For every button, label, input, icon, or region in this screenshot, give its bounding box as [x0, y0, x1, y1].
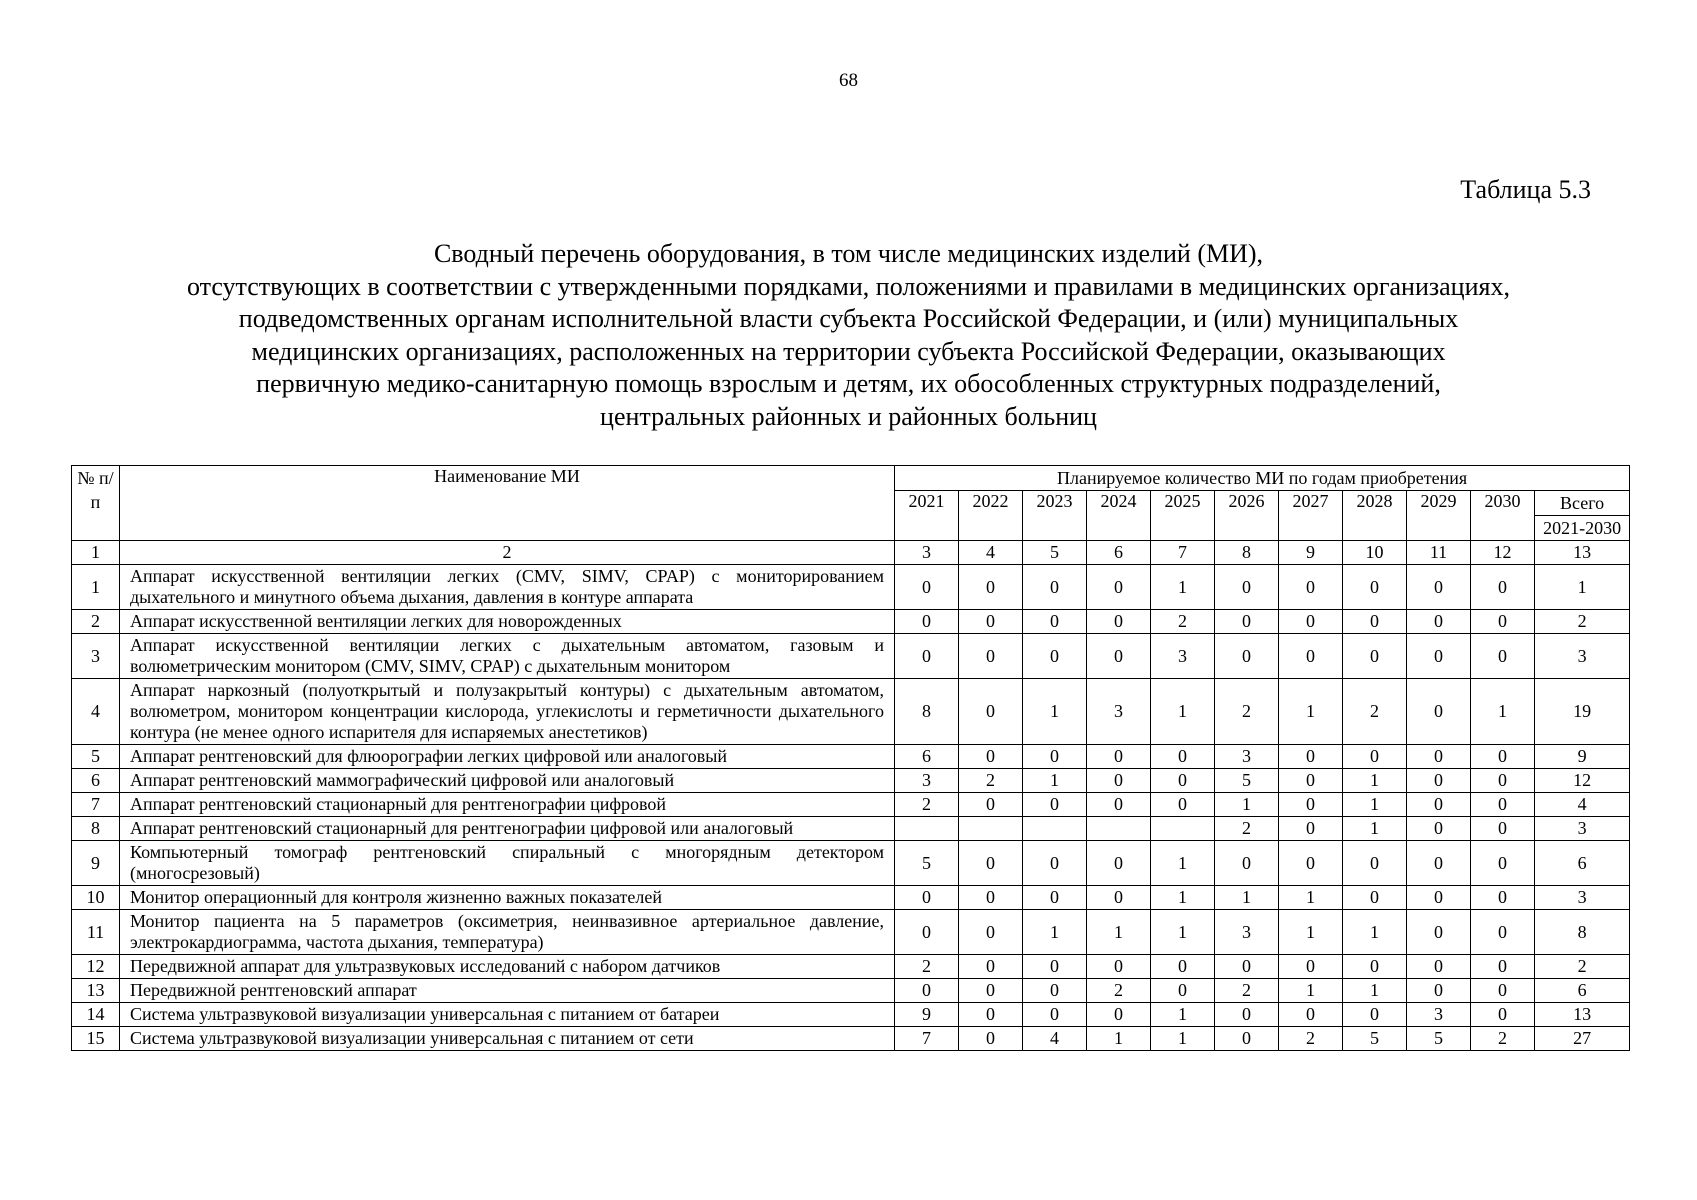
header-name: Наименование МИ: [120, 466, 895, 541]
year-quantity: 0: [1471, 565, 1535, 610]
year-quantity: 1: [1151, 910, 1215, 955]
year-quantity: 2: [1279, 1027, 1343, 1051]
year-quantity: 1: [1215, 886, 1279, 910]
row-number: 14: [72, 1003, 120, 1027]
year-quantity: 0: [1215, 565, 1279, 610]
year-quantity: 0: [1343, 634, 1407, 679]
year-quantity: 0: [1215, 955, 1279, 979]
year-quantity: 1: [1087, 910, 1151, 955]
device-name: Аппарат наркозный (полуоткрытый и полузакрытый контуры) с дыхательным автоматом, волюметром, монитором концентрации кислорода, углекислоты и герметичности дыхательного контура (не менее одного испарителя для испаряемых анестетиков): [120, 679, 895, 745]
year-quantity: 0: [1343, 955, 1407, 979]
year-quantity: 0: [959, 793, 1023, 817]
title-line: отсутствующих в соответствии с утвержденными порядками, положениями и правилами в медицинских организациях,: [187, 271, 1510, 301]
year-quantity: [959, 817, 1023, 841]
year-quantity: 1: [1151, 886, 1215, 910]
year-quantity: 0: [1471, 955, 1535, 979]
year-quantity: 2: [1215, 979, 1279, 1003]
device-name: Аппарат рентгеновский для флюорографии легких цифровой или аналоговый: [120, 745, 895, 769]
year-quantity: 6: [895, 745, 959, 769]
device-name: Монитор пациента на 5 параметров (оксиметрия, неинвазивное артериальное давление, электрокардиограмма, частота дыхания, температура): [120, 910, 895, 955]
year-quantity: 5: [1215, 769, 1279, 793]
year-quantity: 0: [1279, 793, 1343, 817]
year-quantity: 0: [1087, 565, 1151, 610]
table-row: [72, 634, 1630, 679]
year-quantity: 0: [959, 745, 1023, 769]
header-planned: Планируемое количество МИ по годам приобретения: [895, 466, 1630, 491]
column-number: 1: [72, 541, 120, 565]
total-quantity: 8: [1535, 910, 1630, 955]
year-quantity: 3: [1151, 634, 1215, 679]
year-quantity: 2: [1343, 679, 1407, 745]
year-quantity: 0: [1471, 1003, 1535, 1027]
title-line: Сводный перечень оборудования, в том числе медицинских изделий (МИ),: [433, 239, 1264, 268]
column-number: 2: [120, 541, 895, 565]
table-row: [72, 1003, 1630, 1027]
column-number: 12: [1471, 541, 1535, 565]
title-line: центральных районных и районных больниц: [600, 401, 1097, 431]
header-year: 2024: [1087, 491, 1151, 541]
row-number: 6: [72, 769, 120, 793]
row-number: 5: [72, 745, 120, 769]
year-quantity: 2: [1215, 679, 1279, 745]
header-year: 2022: [959, 491, 1023, 541]
header-year: 2028: [1343, 491, 1407, 541]
year-quantity: [895, 817, 959, 841]
year-quantity: 1: [1023, 910, 1087, 955]
document-title: [0, 238, 1697, 433]
table-row: [72, 769, 1630, 793]
year-quantity: 0: [1471, 634, 1535, 679]
year-quantity: 1: [1343, 769, 1407, 793]
column-number: 8: [1215, 541, 1279, 565]
table-row: [72, 610, 1630, 634]
device-name: Аппарат искусственной вентиляции легких с дыхательным автоматом, газовым и волюметрическим монитором (CMV, SIMV, CPAP) с дыхательным монитором: [120, 634, 895, 679]
table-row: [72, 679, 1630, 745]
title-line: первичную медико-санитарную помощь взрослым и детям, их обособленных структурных подразделений,: [256, 369, 1441, 398]
year-quantity: 1: [1343, 910, 1407, 955]
row-number: 9: [72, 841, 120, 886]
year-quantity: 0: [1023, 841, 1087, 886]
column-number: 11: [1407, 541, 1471, 565]
year-quantity: 0: [1215, 841, 1279, 886]
device-name: Передвижной аппарат для ультразвуковых исследований с набором датчиков: [120, 955, 895, 979]
header-total-range: 2021-2030: [1535, 516, 1630, 541]
year-quantity: 0: [1023, 979, 1087, 1003]
table-row: [72, 1027, 1630, 1051]
year-quantity: 1: [1151, 841, 1215, 886]
year-quantity: 1: [1151, 565, 1215, 610]
year-quantity: 0: [959, 979, 1023, 1003]
year-quantity: 0: [1407, 679, 1471, 745]
table-row: [72, 910, 1630, 955]
year-quantity: 0: [1471, 610, 1535, 634]
year-quantity: 0: [1215, 1003, 1279, 1027]
total-quantity: 13: [1535, 1003, 1630, 1027]
header-year: 2027: [1279, 491, 1343, 541]
year-quantity: 5: [1407, 1027, 1471, 1051]
row-number: 8: [72, 817, 120, 841]
year-quantity: 3: [1087, 679, 1151, 745]
year-quantity: 4: [1023, 1027, 1087, 1051]
year-quantity: 0: [959, 565, 1023, 610]
header-number: № п/п: [72, 466, 120, 541]
title-line: медицинских организациях, расположенных на территории субъекта Российской Федерации, оказывающих: [251, 336, 1446, 366]
year-quantity: 0: [1279, 634, 1343, 679]
year-quantity: 0: [1087, 634, 1151, 679]
year-quantity: 0: [1471, 841, 1535, 886]
year-quantity: 5: [895, 841, 959, 886]
year-quantity: 2: [895, 793, 959, 817]
year-quantity: 0: [1407, 610, 1471, 634]
title-line: подведомственных органам исполнительной власти субъекта Российской Федерации, и (или) муниципальных: [238, 304, 1459, 333]
year-quantity: 0: [959, 1003, 1023, 1027]
row-number: 15: [72, 1027, 120, 1051]
year-quantity: 0: [1215, 1027, 1279, 1051]
year-quantity: [1087, 817, 1151, 841]
year-quantity: 1: [1023, 679, 1087, 745]
column-number: 5: [1023, 541, 1087, 565]
total-quantity: 12: [1535, 769, 1630, 793]
year-quantity: 0: [1023, 610, 1087, 634]
row-number: 2: [72, 610, 120, 634]
year-quantity: 1: [1151, 1027, 1215, 1051]
year-quantity: 1: [1151, 679, 1215, 745]
year-quantity: 0: [1471, 886, 1535, 910]
year-quantity: 0: [1407, 565, 1471, 610]
column-number: 10: [1343, 541, 1407, 565]
year-quantity: 2: [895, 955, 959, 979]
year-quantity: 0: [1087, 769, 1151, 793]
table-row: [72, 793, 1630, 817]
year-quantity: 1: [1279, 910, 1343, 955]
year-quantity: 0: [1279, 817, 1343, 841]
device-name: Аппарат искусственной вентиляции легких для новорожденных: [120, 610, 895, 634]
device-name: Аппарат рентгеновский стационарный для рентгенографии цифровой или аналоговый: [120, 817, 895, 841]
row-number: 12: [72, 955, 120, 979]
year-quantity: 0: [959, 910, 1023, 955]
year-quantity: 3: [895, 769, 959, 793]
year-quantity: 0: [1407, 745, 1471, 769]
row-number: 11: [72, 910, 120, 955]
year-quantity: 0: [1023, 793, 1087, 817]
year-quantity: 0: [1151, 793, 1215, 817]
column-number: 6: [1087, 541, 1151, 565]
year-quantity: 1: [1023, 769, 1087, 793]
year-quantity: 2: [1215, 817, 1279, 841]
year-quantity: 5: [1343, 1027, 1407, 1051]
year-quantity: 0: [1151, 769, 1215, 793]
column-numbers-row: [72, 541, 1630, 565]
year-quantity: 0: [1407, 910, 1471, 955]
year-quantity: 0: [1151, 979, 1215, 1003]
year-quantity: 0: [895, 565, 959, 610]
year-quantity: 1: [1343, 793, 1407, 817]
year-quantity: 1: [1215, 793, 1279, 817]
year-quantity: 0: [1023, 955, 1087, 979]
year-quantity: 0: [1471, 817, 1535, 841]
year-quantity: 0: [1087, 841, 1151, 886]
year-quantity: 0: [1087, 886, 1151, 910]
table-row: [72, 979, 1630, 1003]
year-quantity: 0: [959, 610, 1023, 634]
year-quantity: 0: [895, 886, 959, 910]
year-quantity: 3: [1407, 1003, 1471, 1027]
year-quantity: 0: [1343, 1003, 1407, 1027]
year-quantity: 0: [1343, 745, 1407, 769]
year-quantity: 2: [959, 769, 1023, 793]
total-quantity: 6: [1535, 979, 1630, 1003]
total-quantity: 27: [1535, 1027, 1630, 1051]
year-quantity: 0: [1343, 565, 1407, 610]
column-number: 13: [1535, 541, 1630, 565]
year-quantity: 0: [1215, 634, 1279, 679]
year-quantity: 0: [1151, 955, 1215, 979]
year-quantity: 1: [1279, 979, 1343, 1003]
column-number: 4: [959, 541, 1023, 565]
year-quantity: 0: [1279, 565, 1343, 610]
year-quantity: 0: [1471, 910, 1535, 955]
year-quantity: 0: [1023, 1003, 1087, 1027]
year-quantity: 0: [959, 886, 1023, 910]
year-quantity: 0: [1087, 1003, 1151, 1027]
year-quantity: 2: [1151, 610, 1215, 634]
year-quantity: 0: [1407, 955, 1471, 979]
year-quantity: 0: [1279, 841, 1343, 886]
total-quantity: 2: [1535, 610, 1630, 634]
year-quantity: 0: [895, 979, 959, 1003]
device-name: Монитор операционный для контроля жизненно важных показателей: [120, 886, 895, 910]
year-quantity: 0: [895, 634, 959, 679]
year-quantity: 0: [1087, 610, 1151, 634]
year-quantity: 0: [1343, 841, 1407, 886]
year-quantity: 0: [959, 1027, 1023, 1051]
year-quantity: [1023, 817, 1087, 841]
device-name: Аппарат рентгеновский стационарный для рентгенографии цифровой: [120, 793, 895, 817]
header-year: 2026: [1215, 491, 1279, 541]
year-quantity: 1: [1343, 979, 1407, 1003]
year-quantity: 0: [1343, 610, 1407, 634]
total-quantity: 6: [1535, 841, 1630, 886]
table-row: [72, 955, 1630, 979]
device-name: Аппарат рентгеновский маммографический цифровой или аналоговый: [120, 769, 895, 793]
total-quantity: 9: [1535, 745, 1630, 769]
row-number: 7: [72, 793, 120, 817]
year-quantity: 0: [959, 679, 1023, 745]
table-label: Таблица 5.3: [1460, 175, 1591, 204]
year-quantity: 0: [1279, 955, 1343, 979]
table-row: [72, 745, 1630, 769]
row-number: 3: [72, 634, 120, 679]
total-quantity: 19: [1535, 679, 1630, 745]
year-quantity: 1: [1279, 886, 1343, 910]
year-quantity: 0: [959, 634, 1023, 679]
year-quantity: 1: [1151, 1003, 1215, 1027]
header-total: Всего: [1535, 491, 1630, 516]
year-quantity: 9: [895, 1003, 959, 1027]
row-number: 1: [72, 565, 120, 610]
year-quantity: 0: [895, 910, 959, 955]
table-row: [72, 565, 1630, 610]
year-quantity: 0: [1023, 745, 1087, 769]
total-quantity: 3: [1535, 886, 1630, 910]
year-quantity: 2: [1471, 1027, 1535, 1051]
year-quantity: 3: [1215, 910, 1279, 955]
total-quantity: 3: [1535, 634, 1630, 679]
year-quantity: 0: [1343, 886, 1407, 910]
year-quantity: 0: [1471, 979, 1535, 1003]
row-number: 10: [72, 886, 120, 910]
equipment-table: [71, 465, 1630, 1051]
total-quantity: 1: [1535, 565, 1630, 610]
year-quantity: 0: [1023, 565, 1087, 610]
year-quantity: 0: [1407, 979, 1471, 1003]
year-quantity: 3: [1215, 745, 1279, 769]
year-quantity: 0: [959, 841, 1023, 886]
total-quantity: 3: [1535, 817, 1630, 841]
column-number: 3: [895, 541, 959, 565]
year-quantity: 0: [1279, 745, 1343, 769]
device-name: Аппарат искусственной вентиляции легких (CMV, SIMV, CPAP) с мониторированием дыхательного и минутного объема дыхания, давления в контуре аппарата: [120, 565, 895, 610]
year-quantity: 0: [1023, 886, 1087, 910]
year-quantity: 0: [1471, 793, 1535, 817]
year-quantity: 0: [1215, 610, 1279, 634]
year-quantity: 0: [1407, 841, 1471, 886]
year-quantity: 0: [1407, 817, 1471, 841]
year-quantity: 0: [895, 610, 959, 634]
table-row: [72, 841, 1630, 886]
device-name: Передвижной рентгеновский аппарат: [120, 979, 895, 1003]
year-quantity: 1: [1279, 679, 1343, 745]
year-quantity: 0: [1471, 769, 1535, 793]
table-body: [72, 565, 1630, 1051]
row-number: 13: [72, 979, 120, 1003]
year-quantity: 0: [1087, 955, 1151, 979]
device-name: Компьютерный томограф рентгеновский спиральный с многорядным детектором (многосрезовый): [120, 841, 895, 886]
year-quantity: 2: [1087, 979, 1151, 1003]
year-quantity: 0: [1087, 793, 1151, 817]
year-quantity: 1: [1471, 679, 1535, 745]
year-quantity: 0: [1279, 769, 1343, 793]
year-quantity: 0: [1087, 745, 1151, 769]
total-quantity: 4: [1535, 793, 1630, 817]
year-quantity: 0: [1471, 745, 1535, 769]
table-row: [72, 817, 1630, 841]
year-quantity: 0: [1279, 610, 1343, 634]
device-name: Система ультразвуковой визуализации универсальная с питанием от батареи: [120, 1003, 895, 1027]
year-quantity: 0: [959, 955, 1023, 979]
header-year: 2030: [1471, 491, 1535, 541]
row-number: 4: [72, 679, 120, 745]
header-year: 2023: [1023, 491, 1087, 541]
column-number: 7: [1151, 541, 1215, 565]
year-quantity: [1151, 817, 1215, 841]
year-quantity: 7: [895, 1027, 959, 1051]
header-year: 2021: [895, 491, 959, 541]
page-number: 68: [839, 70, 858, 91]
header-year: 2029: [1407, 491, 1471, 541]
year-quantity: 0: [1407, 886, 1471, 910]
year-quantity: 1: [1087, 1027, 1151, 1051]
year-quantity: 8: [895, 679, 959, 745]
year-quantity: 0: [1407, 793, 1471, 817]
total-quantity: 2: [1535, 955, 1630, 979]
year-quantity: 0: [1023, 634, 1087, 679]
year-quantity: 0: [1151, 745, 1215, 769]
header-year: 2025: [1151, 491, 1215, 541]
column-number: 9: [1279, 541, 1343, 565]
year-quantity: 0: [1407, 769, 1471, 793]
year-quantity: 0: [1279, 1003, 1343, 1027]
header-row: [72, 466, 1630, 491]
device-name: Система ультразвуковой визуализации универсальная с питанием от сети: [120, 1027, 895, 1051]
year-quantity: 0: [1407, 634, 1471, 679]
table-row: [72, 886, 1630, 910]
year-quantity: 1: [1343, 817, 1407, 841]
